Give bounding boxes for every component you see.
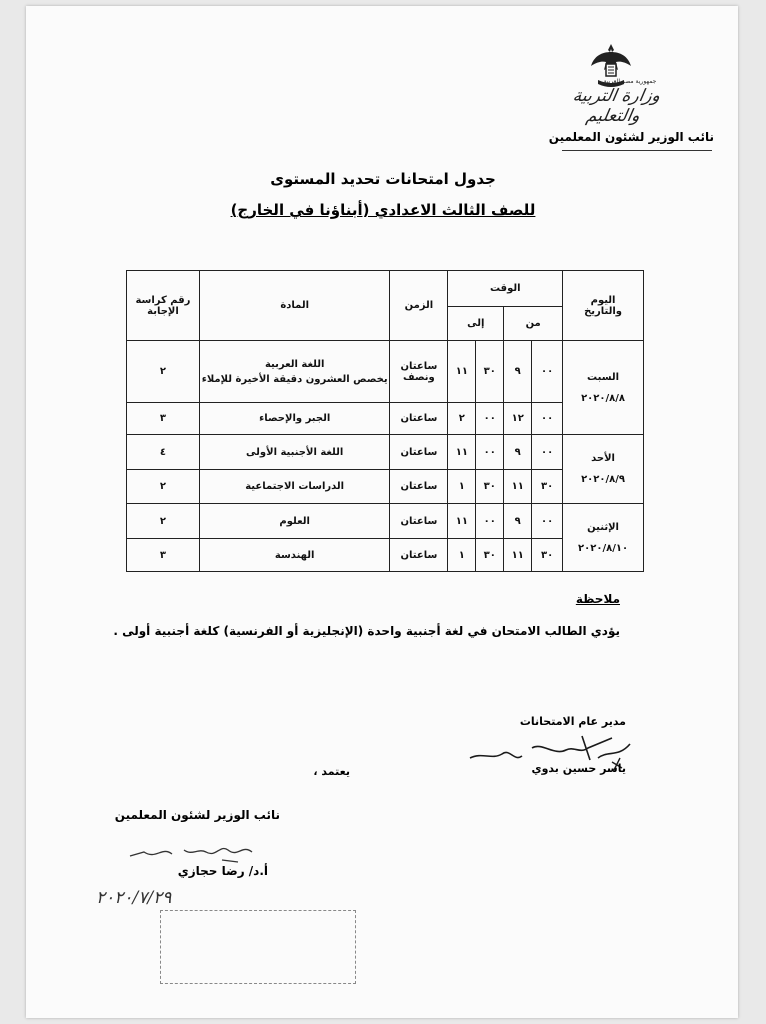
to-hour: ١ [448,470,476,504]
duration-cell: ساعتان [390,539,448,572]
to-hour: ١١ [448,341,476,403]
to-minute: ٣٠ [476,470,504,504]
day-name: الأحد [591,453,615,464]
to-hour: ١١ [448,435,476,470]
note-title: ملاحظة [575,592,620,606]
duration-cell: ساعتان [390,504,448,539]
deputy-minister-name: أ.د/ رضا حجازي [177,864,268,878]
booklet-cell: ٢ [127,504,200,539]
header-day: اليوم [590,294,616,306]
header-and-date: والتاريخ [584,305,623,317]
subject-cell: الهندسة [199,539,390,572]
from-minute: ٠٠ [532,504,563,539]
day-date: ٢٠٢٠/٨/٩ [581,474,626,485]
day-date: ٢٠٢٠/٨/١٠ [578,542,629,554]
table-header-row [127,271,644,307]
to-hour: ١ [448,539,476,572]
from-hour: ١٢ [504,403,532,435]
header-booklet: رقم كراسة الإجابة [127,271,200,341]
from-hour: ٩ [504,435,532,470]
header-underline [562,150,712,151]
header-subject: المادة [199,271,390,341]
duration-cell: ساعتان [390,470,448,504]
table-row [127,341,644,403]
faded-stamp [160,910,356,984]
from-hour: ١١ [504,539,532,572]
from-minute: ٣٠ [532,470,563,504]
subject-note: يخصص العشرون دقيقة الأخيرة للإملاء [201,373,388,385]
approval-label: يعتمد ، [313,765,350,778]
note-text: يؤدي الطالب الامتحان في لغة أجنبية واحدة (الإنجليزية أو الفرنسية) كلغة أجنبية أولى . [113,624,620,638]
day-name: الإثنين [587,521,619,533]
subject-cell: الدراسات الاجتماعية [199,470,390,504]
day-cell [563,435,644,504]
subject-cell: اللغة الأجنبية الأولى [199,435,390,470]
from-minute: ٠٠ [532,403,563,435]
subject-cell: الجبر والإحصاء [199,403,390,435]
booklet-cell: ٣ [127,539,200,572]
header-day-date [563,271,644,341]
director-name: ياسر حسين بدوي [531,762,626,775]
day-cell [563,341,644,435]
subject-cell [199,341,390,403]
day-name: السبت [587,371,620,383]
to-minute: ٣٠ [476,539,504,572]
to-minute: ٠٠ [476,403,504,435]
deputy-minister-title: نائب الوزير لشئون المعلمين [114,808,280,822]
from-hour: ١١ [504,470,532,504]
deputy-signature [112,836,262,866]
duration-cell: ساعتان ونصف [390,341,448,403]
handwritten-date: ٢٠٢٠/٧/٢٩ [96,888,172,908]
subject-cell: العلوم [199,504,390,539]
exam-schedule-table [126,270,644,572]
table-row [127,504,644,539]
to-minute: ٠٠ [476,435,504,470]
day-cell [563,504,644,572]
deputy-office-label: نائب الوزير لشئون المعلمين [548,130,714,144]
to-minute: ٣٠ [476,341,504,403]
ministry-country-label: جمهورية مصر العربية [603,78,657,85]
header-duration: الزمن [390,271,448,341]
header-from: من [504,307,563,341]
subject-name: اللغة العربية [264,358,325,370]
duration-cell: ساعتان [390,403,448,435]
duration-cell: ساعتان [390,435,448,470]
from-minute: ٣٠ [532,539,563,572]
header-to: إلى [448,307,504,341]
page-subtitle: للصف الثالث الاعدادي (أبناؤنا في الخارج) [230,201,536,219]
from-minute: ٠٠ [532,435,563,470]
from-hour: ٩ [504,341,532,403]
table-row [127,435,644,470]
booklet-cell: ٤ [127,435,200,470]
day-date: ٢٠٢٠/٨/٨ [581,392,626,404]
to-hour: ٢ [448,403,476,435]
ministry-name: وزارة التربية والتعليم [571,86,662,126]
booklet-cell: ٢ [127,341,200,403]
header-time: الوقت [448,271,563,307]
booklet-cell: ٢ [127,470,200,504]
page-title: جدول امتحانات تحديد المستوى [270,170,496,188]
booklet-cell: ٣ [127,403,200,435]
from-hour: ٩ [504,504,532,539]
to-hour: ١١ [448,504,476,539]
to-minute: ٠٠ [476,504,504,539]
director-title: مدير عام الامتحانات [519,715,626,728]
from-minute: ٠٠ [532,341,563,403]
